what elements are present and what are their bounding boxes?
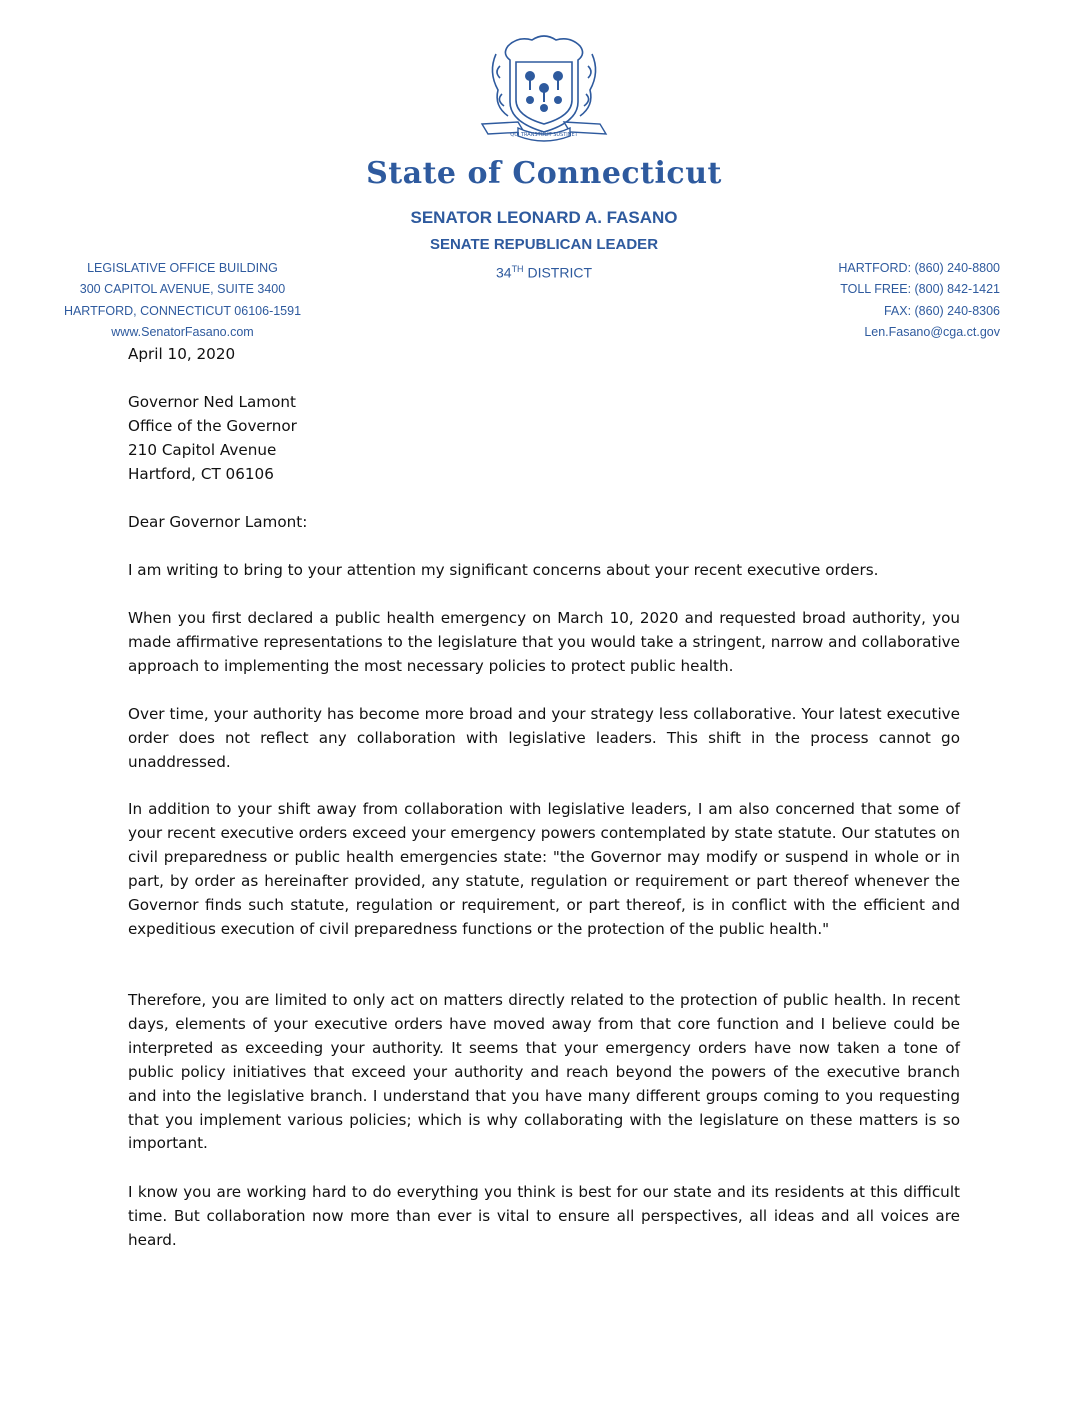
district: 34TH DISTRICT — [495, 264, 593, 281]
website-link[interactable]: www.SenatorFasano.com — [111, 324, 254, 339]
office-address: LEGISLATIVE OFFICE BUILDING 300 CAPITOL AVENUE, SUITE 3400 HARTFORD, CONNECTICUT 06106-1591 www.SenatorFasano.com — [60, 258, 305, 343]
salutation: Dear Governor Lamont: — [128, 513, 308, 531]
seal-motto: QUI TRANSTULIT SUSTINET — [510, 132, 578, 138]
paragraph: Therefore, you are limited to only act on matters directly related to the protection of public health. In recent days, elements of your executive orders have moved away from that core function and I believe could be interpreted as exceeding your authority. It seems that your emergency orders have now taken a tone of public policy initiatives that exceed your authority and reach beyond the powers of the executive branch and into the legislative branch. I understand that you have many different groups coming to you requesting that you implement various policies; which is why collaborating with the legislature on these matters is so important. — [128, 991, 960, 1153]
paragraph: I know you are working hard to do everything you think is best for our state and its residents at this difficult time. But collaboration now more than ever is vital to ensure all perspectives, all ideas and all voices are heard. — [128, 1183, 960, 1249]
connecticut-state-seal — [478, 32, 610, 144]
state-title: State of Connecticut — [366, 156, 722, 191]
paragraph: I am writing to bring to your attention my significant concerns about your recent executive orders. — [128, 561, 879, 579]
paragraph: Over time, your authority has become more broad and your strategy less collaborative. Your latest executive order does not reflect any collaboration with legislative leaders. This shift in the process cannot go unaddressed. — [128, 705, 960, 771]
senator-name: SENATOR LEONARD A. FASANO — [410, 208, 678, 227]
recipient-address: Governor Ned Lamont Office of the Governor 210 Capitol Avenue Hartford, CT 06106 — [128, 393, 297, 483]
paragraph: When you first declared a public health emergency on March 10, 2020 and requested broad authority, you made affirmative representations to the legislature that you would take a stringent, narrow and collaborative approach to implementing the most necessary policies to protect public health. — [128, 609, 960, 675]
senator-title: SENATE REPUBLICAN LEADER — [429, 236, 659, 253]
contact-info: HARTFORD: (860) 240-8800 TOLL FREE: (800) 842-1421 FAX: (860) 240-8306 Len.Fasano@cga.ct.gov — [820, 258, 1000, 343]
letter-date: April 10, 2020 — [128, 345, 236, 363]
email-link[interactable]: Len.Fasano@cga.ct.gov — [864, 324, 1000, 339]
paragraph: In addition to your shift away from collaboration with legislative leaders, I am also concerned that some of your recent executive orders exceed your emergency powers contemplated by state statute. Our statutes on civil preparedness or public health emergencies state: "the Governor may modify or suspend in whole or in part, by order as hereinafter provided, any statute, regulation or requirement or part thereof whenever the Governor finds such statute, regulation or requirement, or part thereof, is in conflict with the efficient and expeditious execution of civil preparedness functions or the protection of the public health." — [128, 800, 960, 938]
